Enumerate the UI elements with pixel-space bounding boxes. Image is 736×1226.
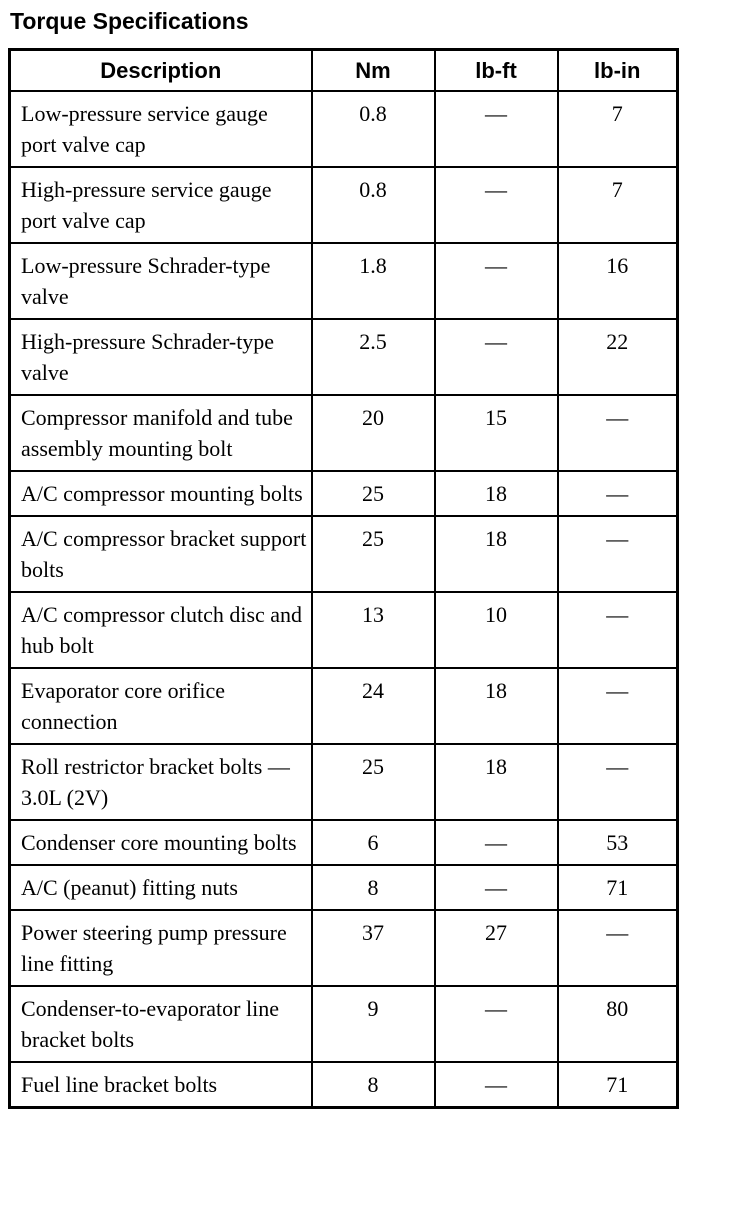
page-title: Torque Specifications (10, 8, 249, 34)
description-cell: High-pressure service gauge port valve cap (10, 167, 312, 243)
lb-ft-cell: 18 (435, 516, 558, 592)
lb-in-cell: — (558, 516, 678, 592)
nm-cell: 8 (312, 865, 435, 910)
lb-in-cell: 7 (558, 91, 678, 167)
nm-cell: 25 (312, 471, 435, 516)
lb-ft-cell: — (435, 319, 558, 395)
lb-in-cell: — (558, 910, 678, 986)
table-row (10, 592, 678, 668)
lb-in-cell: 71 (558, 1062, 678, 1108)
header-lb-in: lb-in (558, 50, 678, 92)
nm-cell: 9 (312, 986, 435, 1062)
lb-ft-cell: — (435, 865, 558, 910)
description-cell: Power steering pump pressure line fitting (10, 910, 312, 986)
description-cell: A/C (peanut) fitting nuts (10, 865, 312, 910)
table-row (10, 91, 678, 167)
table-row (10, 395, 678, 471)
lb-in-cell: 22 (558, 319, 678, 395)
nm-cell: 37 (312, 910, 435, 986)
table-row (10, 986, 678, 1062)
description-cell: Low-pressure Schrader-type valve (10, 243, 312, 319)
nm-cell: 2.5 (312, 319, 435, 395)
lb-ft-cell: — (435, 91, 558, 167)
nm-cell: 20 (312, 395, 435, 471)
nm-cell: 13 (312, 592, 435, 668)
lb-ft-cell: 18 (435, 471, 558, 516)
table-row (10, 668, 678, 744)
nm-cell: 0.8 (312, 91, 435, 167)
lb-ft-cell: — (435, 167, 558, 243)
header-lb-ft: lb-ft (435, 50, 558, 92)
header-description: Description (10, 50, 312, 92)
lb-ft-cell: — (435, 243, 558, 319)
table-row (10, 243, 678, 319)
nm-cell: 24 (312, 668, 435, 744)
table-row (10, 471, 678, 516)
lb-in-cell: 16 (558, 243, 678, 319)
nm-cell: 0.8 (312, 167, 435, 243)
torque-spec-table (8, 48, 679, 1109)
lb-in-cell: 80 (558, 986, 678, 1062)
description-cell: Roll restrictor bracket bolts — 3.0L (2V) (10, 744, 312, 820)
lb-ft-cell: 18 (435, 668, 558, 744)
lb-in-cell: 53 (558, 820, 678, 865)
lb-ft-cell: — (435, 1062, 558, 1108)
lb-ft-cell: 10 (435, 592, 558, 668)
table-body (10, 91, 678, 1108)
lb-in-cell: 71 (558, 865, 678, 910)
lb-in-cell: — (558, 592, 678, 668)
description-cell: Condenser-to-evaporator line bracket bolts (10, 986, 312, 1062)
table-row (10, 910, 678, 986)
table-row (10, 865, 678, 910)
header-nm: Nm (312, 50, 435, 92)
description-cell: Low-pressure service gauge port valve cap (10, 91, 312, 167)
nm-cell: 8 (312, 1062, 435, 1108)
lb-ft-cell: — (435, 820, 558, 865)
lb-ft-cell: — (435, 986, 558, 1062)
table-row (10, 820, 678, 865)
description-cell: Fuel line bracket bolts (10, 1062, 312, 1108)
lb-in-cell: — (558, 471, 678, 516)
description-cell: Evaporator core orifice connection (10, 668, 312, 744)
table-header-row (10, 50, 678, 92)
table-row (10, 516, 678, 592)
lb-in-cell: — (558, 744, 678, 820)
table-row (10, 744, 678, 820)
table-row (10, 167, 678, 243)
nm-cell: 6 (312, 820, 435, 865)
lb-in-cell: 7 (558, 167, 678, 243)
description-cell: A/C compressor bracket support bolts (10, 516, 312, 592)
lb-in-cell: — (558, 668, 678, 744)
nm-cell: 25 (312, 516, 435, 592)
description-cell: High-pressure Schrader-type valve (10, 319, 312, 395)
description-cell: Compressor manifold and tube assembly mounting bolt (10, 395, 312, 471)
lb-ft-cell: 18 (435, 744, 558, 820)
nm-cell: 1.8 (312, 243, 435, 319)
table-row (10, 1062, 678, 1108)
description-cell: A/C compressor clutch disc and hub bolt (10, 592, 312, 668)
description-cell: Condenser core mounting bolts (10, 820, 312, 865)
nm-cell: 25 (312, 744, 435, 820)
lb-ft-cell: 27 (435, 910, 558, 986)
lb-in-cell: — (558, 395, 678, 471)
table-row (10, 319, 678, 395)
lb-ft-cell: 15 (435, 395, 558, 471)
description-cell: A/C compressor mounting bolts (10, 471, 312, 516)
